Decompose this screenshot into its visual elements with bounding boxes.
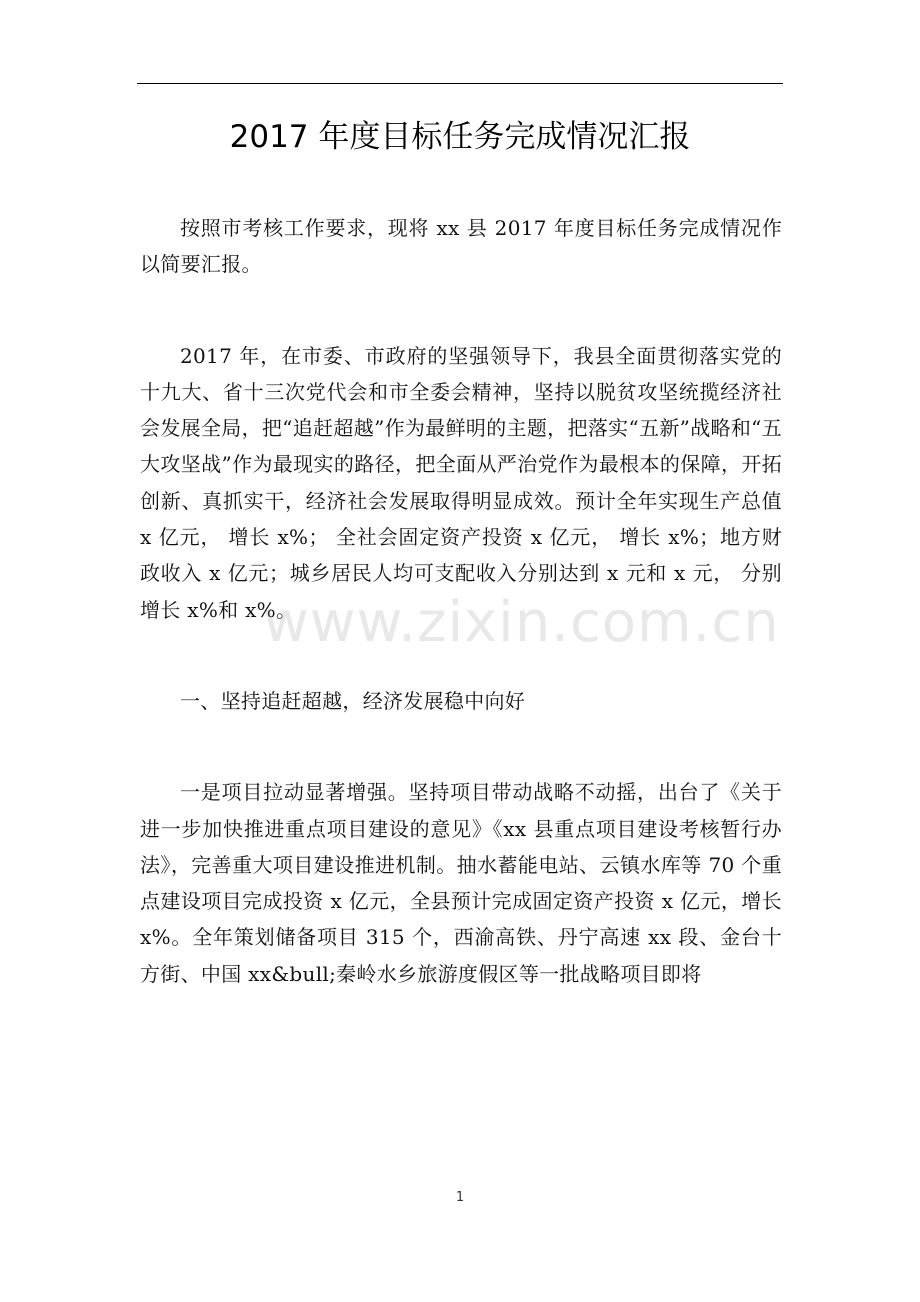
document-title: 2017 年度目标任务完成情况汇报: [229, 119, 691, 155]
paragraph-intro: 按照市考核工作要求，现将 xx 县 2017 年度目标任务完成情况作以简要汇报。: [140, 216, 782, 277]
document-body: [140, 210, 782, 992]
page-number: 1: [455, 1190, 465, 1205]
paragraph-projects: 一是项目拉动显著增强。坚持项目带动战略不动摇，出台了《关于进一步加快推进重点项目建设的意见》《xx 县重点项目建设考核暂行办法》，完善重大项目建设推进机制。抽水蓄能电站、云镇水库等 70 个重点建设项目完成投资 x 亿元，全县预计完成固定资产投资 x 亿元，增长 x%。全年策划储备项目 315 个，西渝高铁、丹宁高速 xx 段、金台十方街、中国 xx&bull;秦岭水乡旅游度假区等一批战略项目即将: [140, 780, 782, 986]
paragraph-overview: 2017 年，在市委、市政府的坚强领导下，我县全面贯彻落实党的十九大、省十三次党代会和市全委会精神，坚持以脱贫攻坚统揽经济社会发展全局，把“追赶超越”作为最鲜明的主题，把落实“五新”战略和“五大攻坚战”作为最现实的路径，把全面从严治党作为最根本的保障，开拓创新、真抓实干，经济社会发展取得明显成效。预计全年实现生产总值 x 亿元， 增长 x%； 全社会固定资产投资 x 亿元， 增长 x%；地方财政收入 x 亿元；城乡居民人均可支配收入分别达到 x 元和 x 元， 分别增长 x%和 x%。: [140, 343, 782, 622]
header-rule: [137, 83, 783, 84]
watermark-text: www.zixin.com.cn: [263, 590, 780, 655]
section-heading: 一、坚持追赶超越，经济发展稳中向好: [180, 688, 526, 713]
